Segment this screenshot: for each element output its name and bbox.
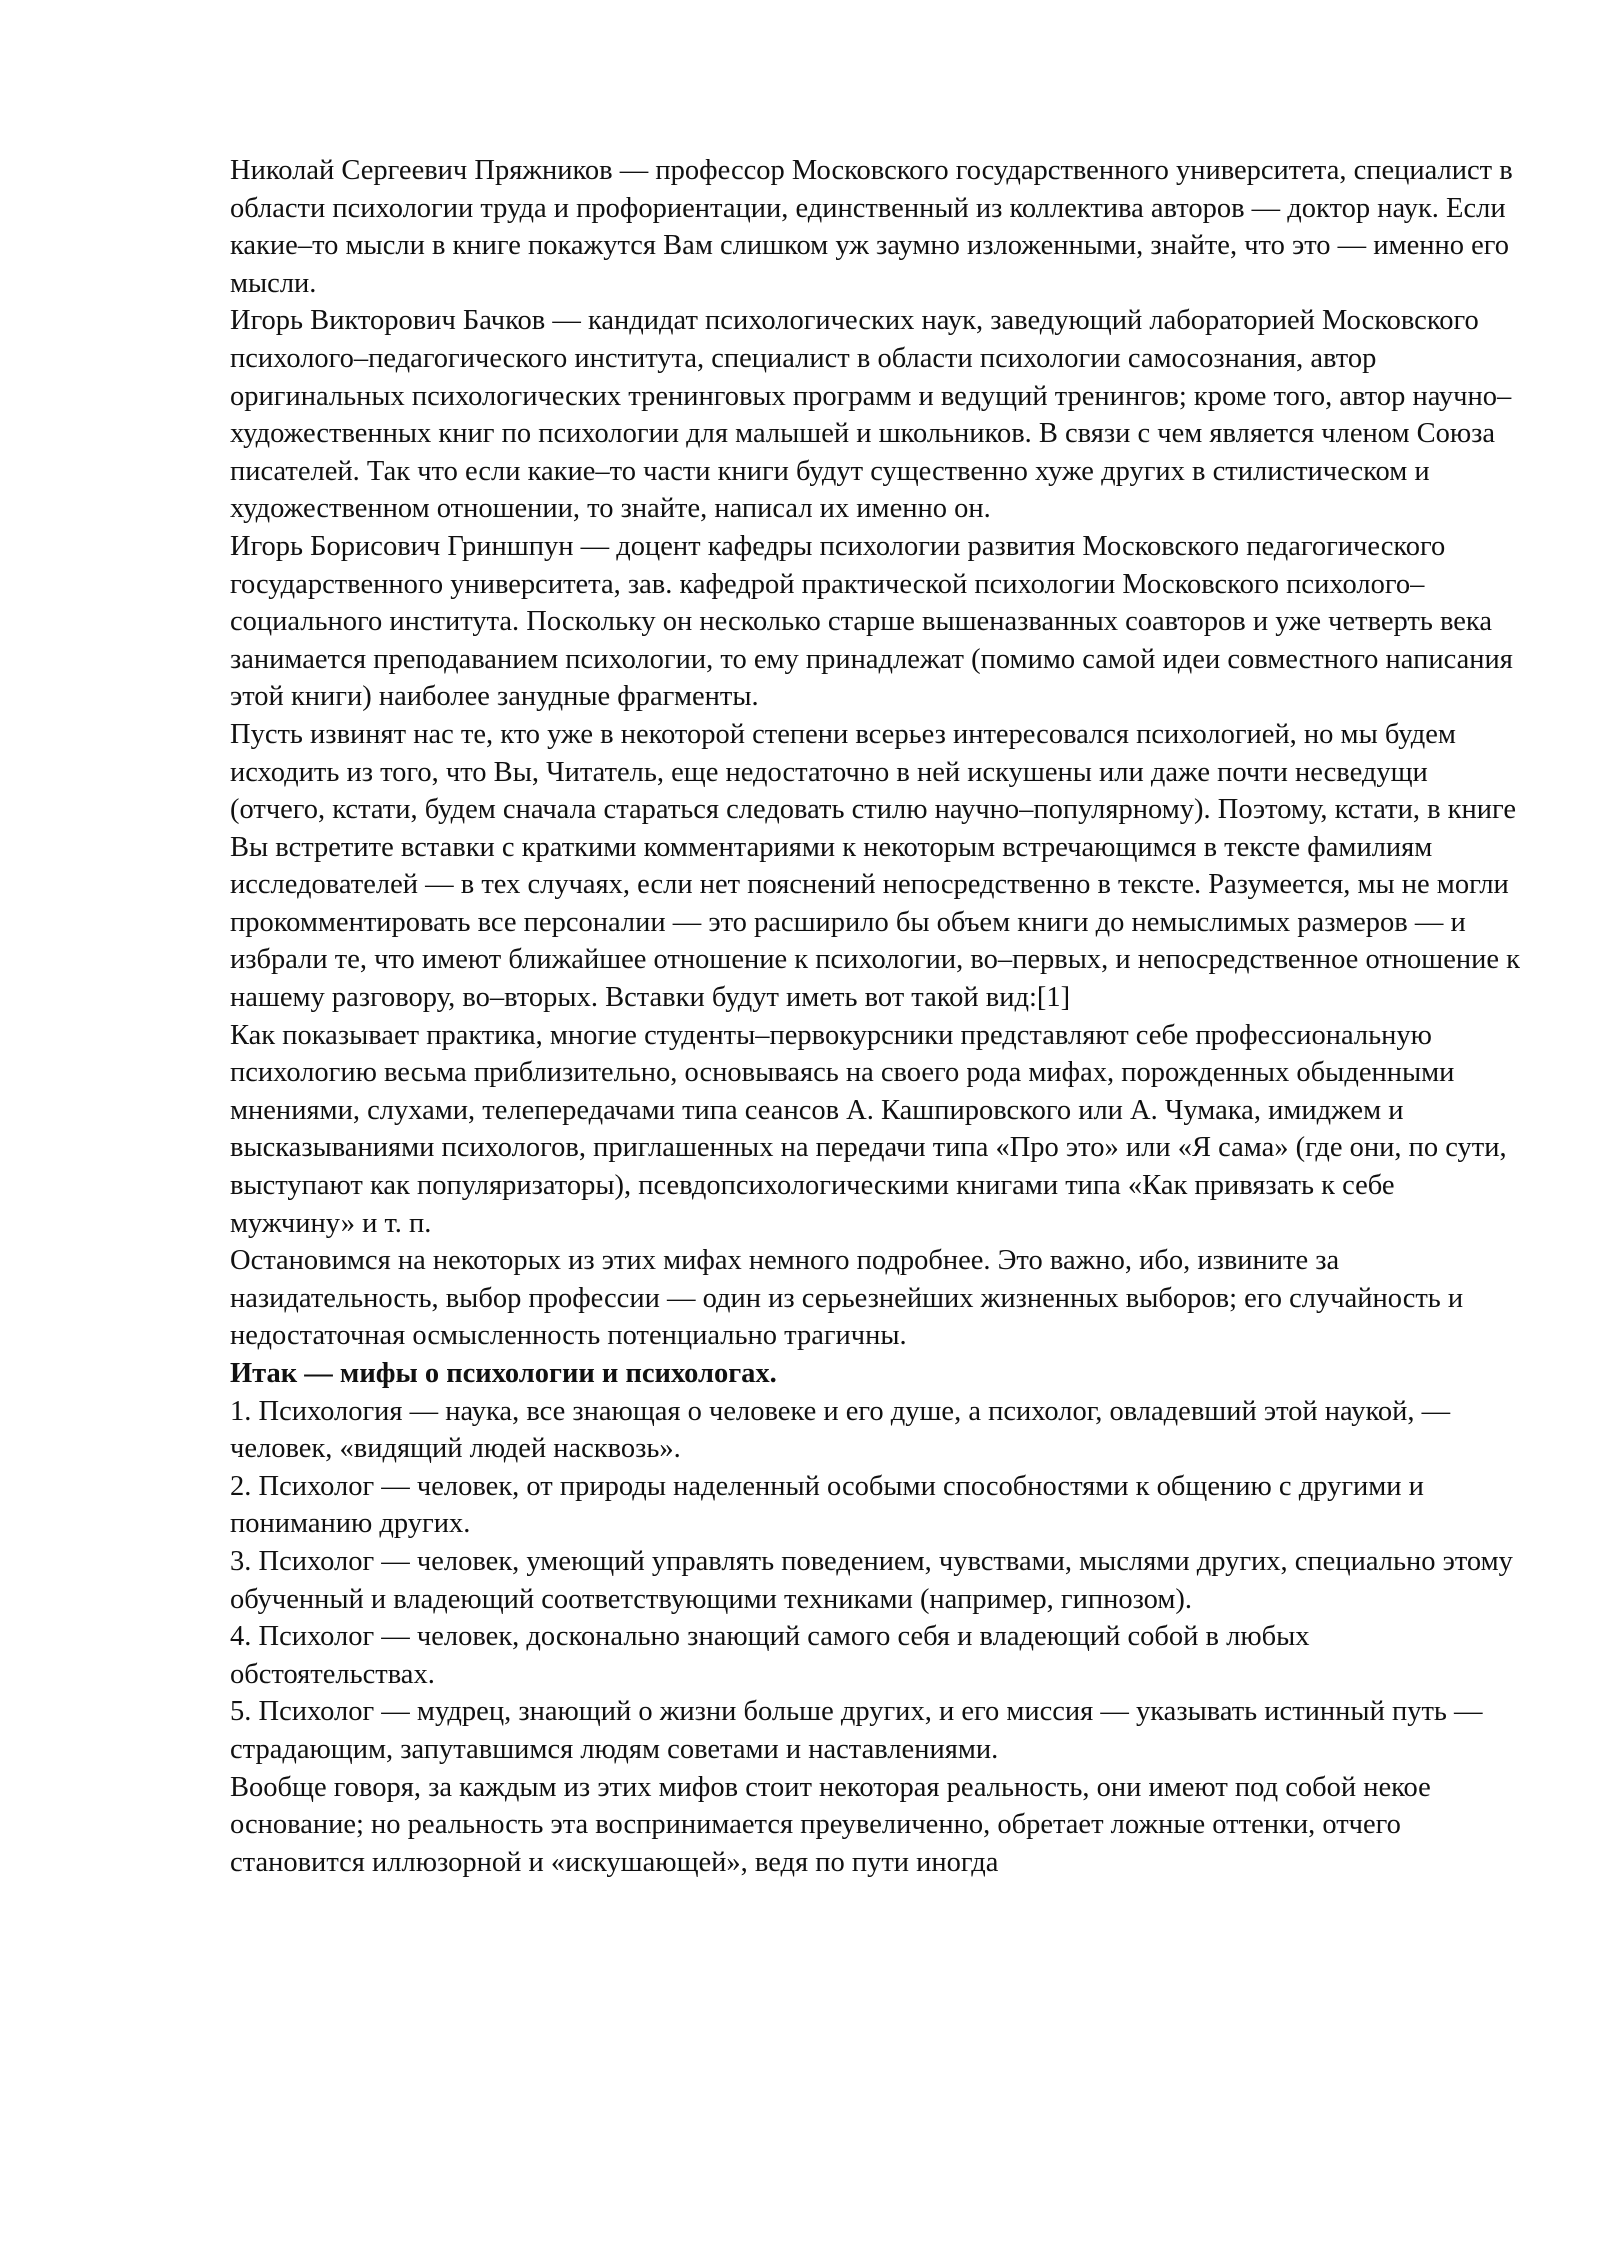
myth-item-2: 2. Психолог — человек, от природы наделенный особыми способностями к общению с другими и пониманию других. — [230, 1470, 1424, 1540]
myth-item-3: 3. Психолог — человек, умеющий управлять поведением, чувствами, мыслями других, специально этому обученный и владеющий соответствующими техниками (например, гипнозом). — [230, 1545, 1513, 1615]
myth-item-1: 1. Психология — наука, все знающая о человеке и его душе, а психолог, овладевший этой наукой, — человек, «видящий людей насквозь». — [230, 1395, 1451, 1465]
myth-item-5: 5. Психолог — мудрец, знающий о жизни больше других, и его миссия — указывать истинный путь — страдающим, запутавшимся людям советами и наставлениями. — [230, 1696, 1483, 1765]
paragraph-author-grinshpun: Игорь Борисович Гриншпун — доцент кафедры психологии развития Московского педагогического государственного университета, зав. кафедрой практической психологии Московского психолого–социального института. Поскольку он несколько старше вышеназванных соавторов и уже четверть века занимается преподаванием психологии, то ему принадлежат (помимо самой идеи совместного написания этой книги) наиболее занудные фрагменты. — [230, 530, 1513, 713]
paragraph-author-bachkov: Игорь Викторович Бачков — кандидат психологических наук, заведующий лабораторией Московского психолого–педагогического института, специалист в области психологии самосознания, автор оригинальных психологических тренинговых программ и ведущий тренингов; кроме того, автор научно–художественных книг по психологии для малышей и школьников. В связи с чем является членом Союза писателей. Так что если какие–то части книги будут существенно хуже других в стилистическом и художественном отношении, то знайте, написал их именно он. — [230, 305, 1512, 525]
myths-heading: Итак — мифы о психологии и психологах. — [230, 1358, 777, 1389]
paragraph-myths-intro: Остановимся на некоторых из этих мифах немного подробнее. Это важно, ибо, извините за назидательность, выбор профессии — один из серьезнейших жизненных выборов; его случайность и недостаточная осмысленность потенциально трагичны. — [230, 1245, 1464, 1352]
paragraph-reader-note: Пусть извинят нас те, кто уже в некоторой степени всерьез интересовался психологией, но мы будем исходить из того, что Вы, Читатель, еще недостаточно в ней искушены или даже почти несведущи (отчего, кстати, будем сначала стараться следовать стилю научно–популярному). Поэтому, кстати, в книге Вы встретите вставки с краткими комментариями к некоторым встречающимся в тексте фамилиям исследователей — в тех случаях, если нет пояснений непосредственно в тексте. Разумеется, мы не могли прокомментировать все персоналии — это расширило бы объем книги до немыслимых размеров — и избрали те, что имеют ближайшее отношение к психологии, во–первых, и непосредственное отношение к нашему разговору, во–вторых. Вставки будут иметь вот такой вид:[1] — [230, 718, 1521, 1014]
paragraph-author-pryazhnikov: Николай Сергеевич Пряжников — профессор Московского государственного университета, специалист в области психологии труда и профориентации, единственный из коллектива авторов — доктор наук. Если какие–то мысли в книге покажутся Вам слишком уж заумно изложенными, знайте, что это — именно его мысли. — [230, 155, 1513, 299]
paragraph-closing: Вообще говоря, за каждым из этих мифов стоит некоторая реальность, они имеют под собой некое основание; но реальность эта воспринимается преувеличенно, обретает ложные оттенки, отчего становится иллюзорной и «искушающей», ведя по пути иногда — [230, 1771, 1431, 1878]
paragraph-students-myths: Как показывает практика, многие студенты–первокурсники представляют себе профессиональную психологию весьма приблизительно, основываясь на своего рода мифах, порожденных обыденными мнениями, слухами, телепередачами типа сеансов А. Кашпировского или А. Чумака, имиджем и высказываниями психологов, приглашенных на передачи типа «Про это» или «Я сама» (где они, по сути, выступают как популяризаторы), псевдопсихологическими книгами типа «Как привязать к себе мужчину» и т. п. — [230, 1019, 1507, 1239]
myth-item-4: 4. Психолог — человек, досконально знающий самого себя и владеющий собой в любых обстоятельствах. — [230, 1621, 1310, 1690]
document-page — [230, 152, 1520, 1881]
